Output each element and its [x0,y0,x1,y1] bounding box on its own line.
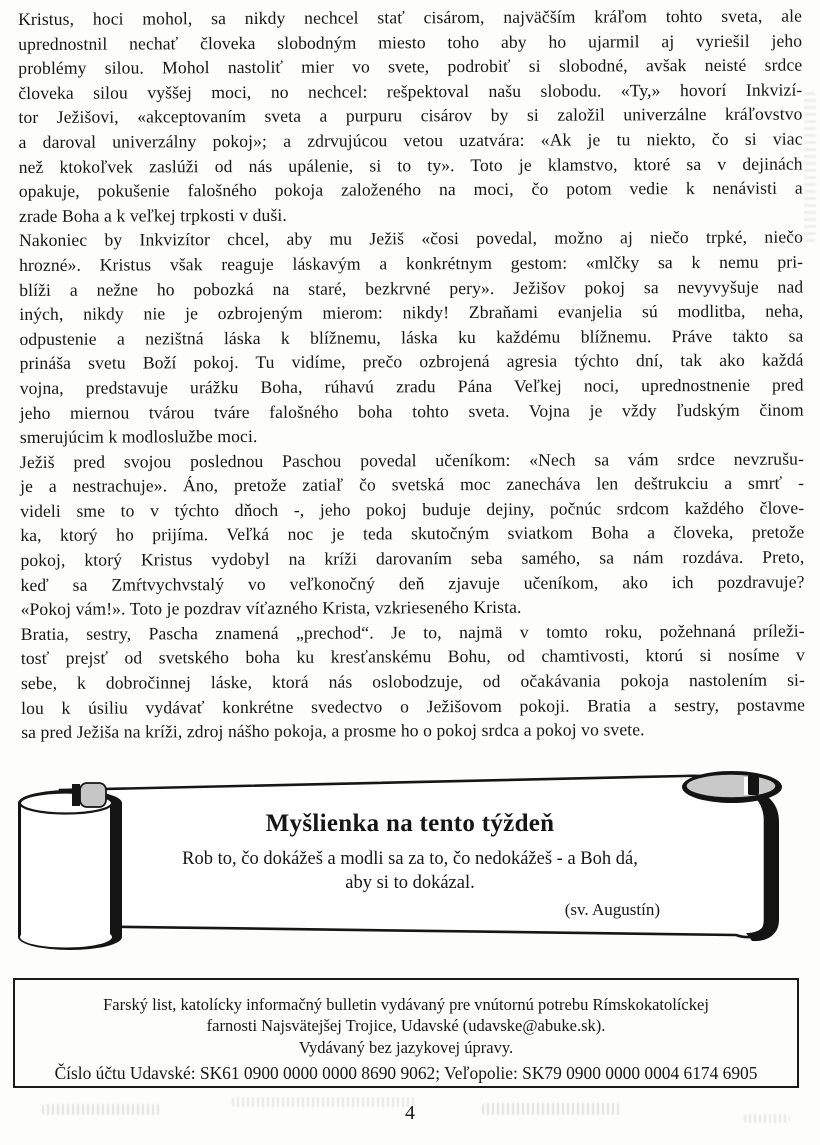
text-line: lou k úsiliu vydávať konkrétne svedectvo o Ježišovom pokoji. Bratia a sestry, postavme [21,694,806,718]
text-line: sa pred Ježiša na kríži, zdroj nášho pokoja, a prosme ho o pokoj srdca a pokoj vo svete. [21,719,645,743]
footer-line-accounts: Číslo účtu Udavské: SK61 0900 0000 0000 8690 9062; Veľopolie: SK79 0900 0000 0004 6174 6905 [54,1062,758,1083]
text-line: uprednostnil nechať človeka slobodným miesto toho aby ho ujarmil aj vyriešil jeho [18,30,803,54]
quote-attribution: (sv. Augustín) [564,900,660,919]
text-line: jeho miernou tvárou tváre falošného boha tohto sveta. Vojna je vždy ľudským činom [19,399,804,423]
scan-artifact [482,1103,620,1115]
paragraph [19,225,804,450]
text-line: videli sme to v týchto dňoch -, jeho pokoj buduje dejiny, počnúc srdcom každého člove- [20,497,805,521]
scroll-quote-line: Rob to, čo dokážeš a modli sa za to, čo nedokážeš - a Boh dá, [182,849,638,869]
text-line: je a nestrachuje». Áno, pretože zatiaľ čo svetská moc zanecháva len deštrukciu a smrť - [20,472,805,497]
text-line: Nakoniec by Inkvizítor chcel, aby mu Ježiš «čosi povedal, možno aj niečo trpké, niečo [18,226,804,251]
text-line: ka, ktorý ho prijíma. Veľká noc je teda skutočným sviatkom Boha a človeka, pretože [20,522,805,546]
text-line: zrade Boha a k veľkej trpkosti v duši. [18,204,287,226]
text-line: iných, nikdy nie je ozbrojeným mierom: nikdy! Zbraňami evanjelia sú modlitba, neha, [19,300,804,325]
text-line: smerujúcim k modloslužbe moci. [19,426,258,448]
scroll-quote-line: aby si to dokázal. [345,873,475,893]
text-line: hrozné». Kristus však reaguje láskavým a konkrétnym gestom: «mlčky sa k nemu pri- [19,251,804,275]
thought-of-week-banner [0,770,820,965]
article-text [18,4,805,745]
footer-line: Vydávaný bez jazykovej úpravy. [298,1037,514,1057]
scan-artifact [232,1097,417,1107]
footer-line: farnosti Najsvätejšej Trojice, Udavské (udavske@abuke.sk). [206,1016,606,1036]
paragraph [21,618,806,744]
scroll-title: Myšlienka na tento týždeň [265,810,555,837]
text-line: odpustenie a nezištná láska k blížnemu, láska ku každému blížnemu. Práve takto sa [19,325,804,349]
text-line: keď sa Zmŕtvychvstalý vo veľkonočný deň zjavuje učeníkom, ako ich pozdravuje? [20,571,805,595]
text-line: než ktokoľvek zaslúži od nás upálenie, si to ty». Toto je klamstvo, ktoré sa v dejinách [18,153,803,177]
text-line: človeka silou vyššej moci, no nechcel: rešpektoval našu slobodu. «Ty,» hovorí Inkvizí- [18,79,803,103]
text-line: problémy silou. Mohol nastoliť mier vo svete, podrobiť si slobodné, avšak neisté srdce [18,54,803,79]
footer-info-box [13,978,799,1088]
text-line: blíži a nežne ho pobozká na staré, bezkrvné pery». Ježišov pokoj sa nevyvyšuje nad [19,276,804,300]
text-line: «Pokoj vám!». Toto je pozdrav víťazného Krista, vzkrieseného Krista. [20,597,522,620]
paragraph [18,4,803,229]
text-line: tor Ježišovi, «akceptovaním sveta a purpuru cisárov by si založil univerzálne kráľovstvo [18,103,803,128]
page-number: 4 [405,1102,415,1124]
text-line: Ježiš pred svojou poslednou Paschou povedal učeníkom: «Nech sa vám srdce nevzrušu- [19,448,805,472]
text-line: vojna, predstavuje urážku Boha, rúhavú zradu Pána Veľkej noci, uprednostnenie pred [19,374,804,398]
text-line: pokoj, ktorý Kristus vydobyl na kríži darovaním seba samého, sa nám rozdáva. Preto, [20,546,805,571]
scan-artifact [744,1114,790,1123]
scan-artifact [42,1104,160,1115]
text-line: Bratia, sestry, Pascha znamená „prechod“. Je to, najmä v tomto roku, požehnaná príleži- [20,620,805,644]
text-line: tosť prejsť od svetského boha ku kresťanskému Bohu, od chamtivosti, ktorú si nosíme v [20,645,805,669]
text-line: sebe, k dobročinnej láske, ktorá nás oslobodzuje, od očakávania pokoja nastolením si- [20,669,805,694]
text-line: a daroval univerzálny pokoj»; a zdrvujúcou vetou uzatvára: «Ak je tu niekto, čo si viac [18,128,803,152]
scroll-right-roll [682,771,782,803]
text-line: Kristus, hoci mohol, sa nikdy nechcel stať cisárom, najväčším kráľom tohto sveta, ale [18,5,803,29]
paragraph [20,446,805,622]
text-line: opakuje, pokušenie falošného pokoja založeného na moci, čo potom vedie k nenávisti a [18,177,803,202]
footer-line: Farský list, katolícky informačný bulletin vydávaný pre vnútornú potrebu Rímskokatolíckej [103,995,709,1014]
text-line: prináša svetu Boží pokoj. Tu vidíme, prečo ozbrojená agresia týchto dní, tak ako každá [19,349,804,374]
scan-artifact [804,92,816,242]
